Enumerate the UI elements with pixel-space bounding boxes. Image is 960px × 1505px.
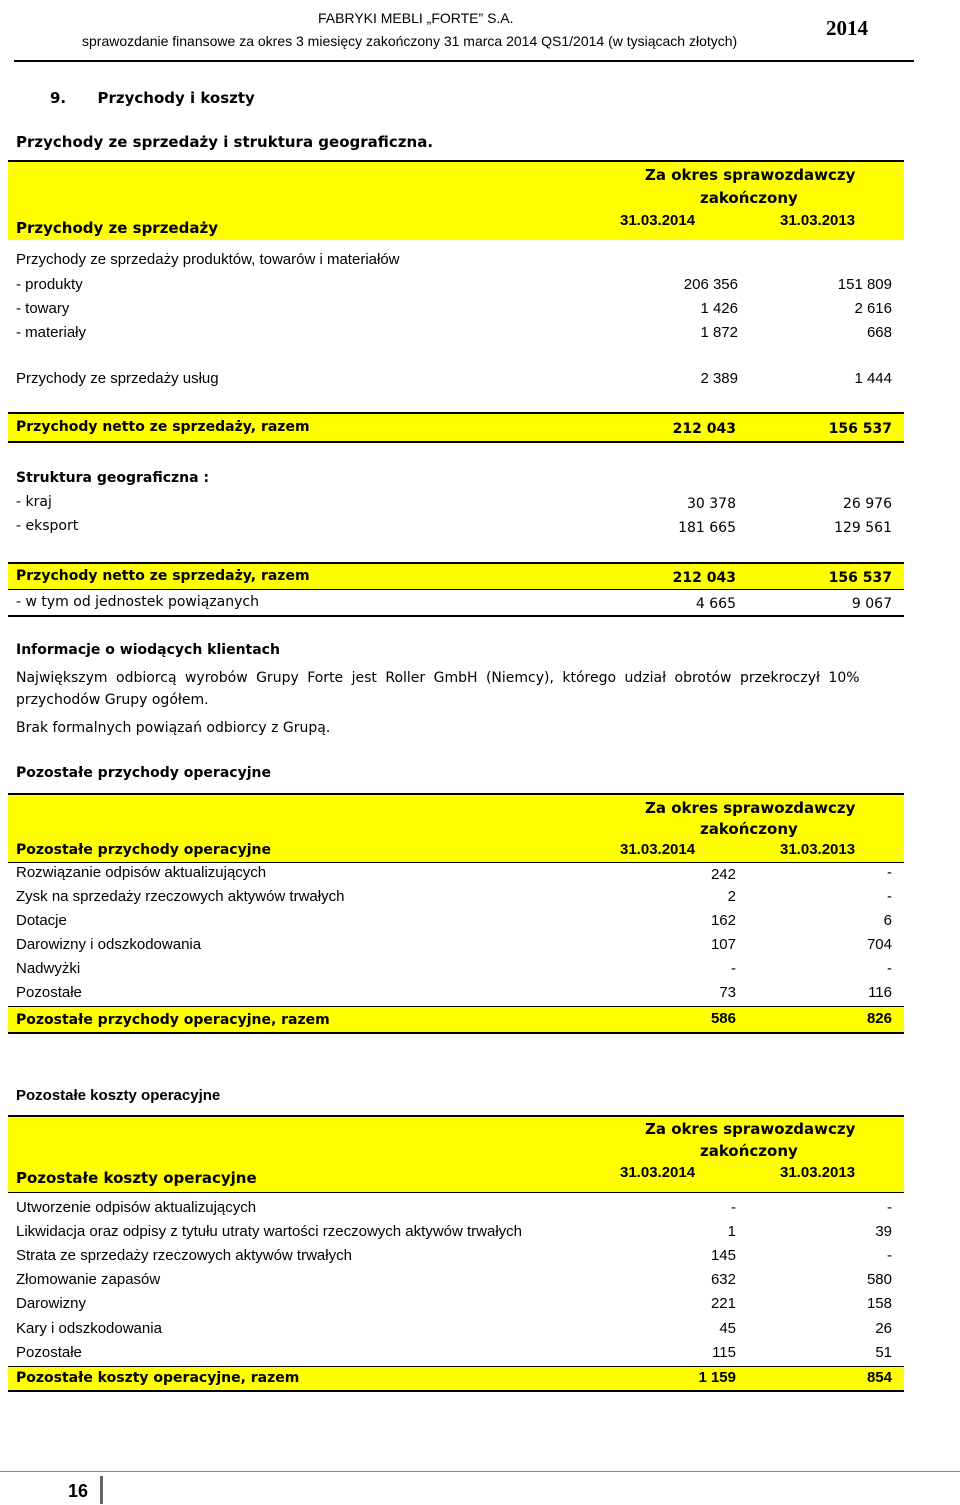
costs-row-label: Darowizny xyxy=(16,1295,87,1312)
sales-heading: Przychody ze sprzedaży i struktura geograficzna. xyxy=(16,133,434,151)
related-label: - w tym od jednostek powiązanych xyxy=(16,594,259,610)
costs-row-label: Utworzenie odpisów aktualizujących xyxy=(16,1199,257,1216)
costs-row-v1: 145 xyxy=(710,1247,736,1264)
geo-row-label: - eksport xyxy=(16,518,79,534)
other-income-heading: Pozostałe przychody operacyjne xyxy=(16,765,271,781)
income-row-label: Rozwiązanie odpisów aktualizujących xyxy=(16,864,267,881)
costs-row-v1: - xyxy=(731,1199,736,1216)
page-number: 16 xyxy=(68,1481,89,1501)
income-row-v1: 242 xyxy=(710,866,736,883)
sales-row-v2: 151 809 xyxy=(837,276,892,293)
total1-top-rule xyxy=(8,412,904,414)
sales-row-header: Przychody ze sprzedaży xyxy=(16,219,218,237)
income-col-2014: 31.03.2014 xyxy=(620,841,696,858)
income-col-2013: 31.03.2013 xyxy=(780,841,856,858)
costs-row-v2: 39 xyxy=(875,1223,892,1240)
clients-heading: Informacje o wiodących klientach xyxy=(16,642,280,658)
section-title: 9. Przychody i koszty xyxy=(50,89,255,107)
costs-row-v1: 1 xyxy=(727,1223,736,1240)
geo-row-v1: 30 378 xyxy=(687,496,736,512)
sales-row-v1: 1 872 xyxy=(700,324,738,341)
costs-row-v2: - xyxy=(887,1247,892,1264)
income-row-header: Pozostałe przychody operacyjne xyxy=(16,842,271,858)
footer-rule xyxy=(0,1471,960,1472)
costs-total-label: Pozostałe koszty operacyjne, razem xyxy=(16,1370,300,1386)
total2-bottom-rule xyxy=(8,589,904,590)
services-v2: 1 444 xyxy=(854,370,892,387)
costs-row-v2: - xyxy=(887,1199,892,1216)
total2-v2: 156 537 xyxy=(828,570,892,586)
costs-row-header: Pozostałe koszty operacyjne xyxy=(16,1169,257,1187)
income-total-bottom-rule xyxy=(8,1032,904,1034)
geo-row-v2: 129 561 xyxy=(834,520,892,536)
clients-paragraph-2: Brak formalnych powiązań odbiorcy z Grupą. xyxy=(16,720,331,736)
costs-row-v1: 115 xyxy=(712,1344,736,1361)
costs-period-label-2: zakończony xyxy=(700,1142,798,1160)
costs-row-label: Strata ze sprzedaży rzeczowych aktywów trwałych xyxy=(16,1247,352,1264)
related-v1: 4 665 xyxy=(695,596,736,612)
company-name: FABRYKI MEBLI „FORTE” S.A. xyxy=(318,10,514,26)
sales-row-v2: 2 616 xyxy=(854,300,892,317)
costs-row-v1: 221 xyxy=(710,1295,736,1312)
income-row-label: Darowizny i odszkodowania xyxy=(16,936,202,953)
header-rule xyxy=(14,60,914,62)
sales-group-label: Przychody ze sprzedaży produktów, towarów i materiałów xyxy=(16,251,400,268)
costs-table-top-rule xyxy=(8,1115,904,1117)
total1-bottom-rule xyxy=(8,441,904,443)
sales-row-label: - materiały xyxy=(16,324,87,341)
sales-table-bottom-rule xyxy=(8,615,904,617)
sales-table-top-rule xyxy=(8,160,904,162)
income-row-v1: 107 xyxy=(710,936,736,953)
costs-col-2014: 31.03.2014 xyxy=(620,1164,696,1181)
clients-paragraph-line1: Największym odbiorcą wyrobów Grupy Forte jest Roller GmbH (Niemcy), którego udział obrotów przekroczył 10% xyxy=(16,670,860,686)
costs-row-v2: 26 xyxy=(875,1320,892,1337)
sales-col-2014: 31.03.2014 xyxy=(620,212,696,229)
costs-total-bottom-rule xyxy=(8,1390,904,1392)
sales-col-2013: 31.03.2013 xyxy=(780,212,856,229)
costs-total-top-rule xyxy=(8,1366,904,1367)
costs-row-v2: 158 xyxy=(866,1295,892,1312)
income-header-rule xyxy=(8,862,904,863)
costs-row-label: Pozostałe xyxy=(16,1344,82,1361)
costs-period-label: Za okres sprawozdawczy xyxy=(645,1120,856,1138)
other-costs-heading: Pozostałe koszty operacyjne xyxy=(16,1087,221,1104)
report-subtitle: sprawozdanie finansowe za okres 3 miesięcy zakończony 31 marca 2014 QS1/2014 (w tysiącach złotych) xyxy=(82,33,738,49)
sales-period-label: Za okres sprawozdawczy xyxy=(645,166,856,184)
costs-row-label: Kary i odszkodowania xyxy=(16,1320,162,1337)
total2-label: Przychody netto ze sprzedaży, razem xyxy=(16,568,310,584)
costs-total-v2: 854 xyxy=(866,1369,892,1386)
sales-row-label: - towary xyxy=(16,300,70,317)
income-period-label-2: zakończony xyxy=(700,820,798,838)
total2-top-rule xyxy=(8,562,904,564)
costs-row-v1: 45 xyxy=(719,1320,736,1337)
costs-row-label: Likwidacja oraz odpisy z tytułu utraty wartości rzeczowych aktywów trwałych xyxy=(16,1223,523,1240)
related-v2: 9 067 xyxy=(851,596,892,612)
income-row-v1: 73 xyxy=(719,984,736,1001)
costs-col-2013: 31.03.2013 xyxy=(780,1164,856,1181)
services-v1: 2 389 xyxy=(700,370,738,387)
income-total-top-rule xyxy=(8,1006,904,1007)
income-row-label: Dotacje xyxy=(16,912,67,929)
income-row-v2: 704 xyxy=(866,936,892,953)
costs-row-v2: 51 xyxy=(875,1344,892,1361)
income-row-label: Pozostałe xyxy=(16,984,82,1001)
sales-row-v2: 668 xyxy=(866,324,892,341)
costs-row-v1: 632 xyxy=(710,1271,736,1288)
report-year: 2014 xyxy=(826,16,868,40)
income-row-v2: - xyxy=(887,864,892,881)
clients-paragraph-line2: przychodów Grupy ogółem. xyxy=(16,692,209,708)
income-row-v1: 2 xyxy=(727,888,736,905)
geo-row-v1: 181 665 xyxy=(678,520,736,536)
income-row-v2: - xyxy=(887,888,892,905)
sales-period-label-2: zakończony xyxy=(700,189,798,207)
income-row-v2: - xyxy=(887,960,892,977)
total2-v1: 212 043 xyxy=(672,570,736,586)
income-row-label: Zysk na sprzedaży rzeczowych aktywów trwałych xyxy=(16,888,345,905)
total1-label: Przychody netto ze sprzedaży, razem xyxy=(16,419,310,435)
total1-v1: 212 043 xyxy=(672,421,736,437)
income-total-v2: 826 xyxy=(866,1010,892,1027)
geo-row-v2: 26 976 xyxy=(843,496,892,512)
income-total-label: Pozostałe przychody operacyjne, razem xyxy=(16,1012,330,1028)
income-total-v1: 586 xyxy=(710,1010,736,1027)
sales-row-v1: 1 426 xyxy=(700,300,738,317)
costs-header-rule xyxy=(8,1192,904,1193)
sales-row-v1: 206 356 xyxy=(683,276,738,293)
costs-row-v2: 580 xyxy=(866,1271,892,1288)
income-row-v1: - xyxy=(731,960,736,977)
total1-v2: 156 537 xyxy=(828,421,892,437)
income-row-v1: 162 xyxy=(710,912,736,929)
income-row-v2: 6 xyxy=(883,912,892,929)
page-number-divider xyxy=(100,1476,103,1504)
geo-label: Struktura geograficzna : xyxy=(16,470,210,486)
income-row-label: Nadwyżki xyxy=(16,960,81,977)
costs-row-label: Złomowanie zapasów xyxy=(16,1271,161,1288)
geo-row-label: - kraj xyxy=(16,494,52,510)
services-label: Przychody ze sprzedaży usług xyxy=(16,370,219,387)
income-table-top-rule xyxy=(8,793,904,795)
costs-total-v1: 1 159 xyxy=(698,1369,736,1386)
income-period-label: Za okres sprawozdawczy xyxy=(645,799,856,817)
income-row-v2: 116 xyxy=(868,984,892,1001)
sales-row-label: - produkty xyxy=(16,276,83,293)
